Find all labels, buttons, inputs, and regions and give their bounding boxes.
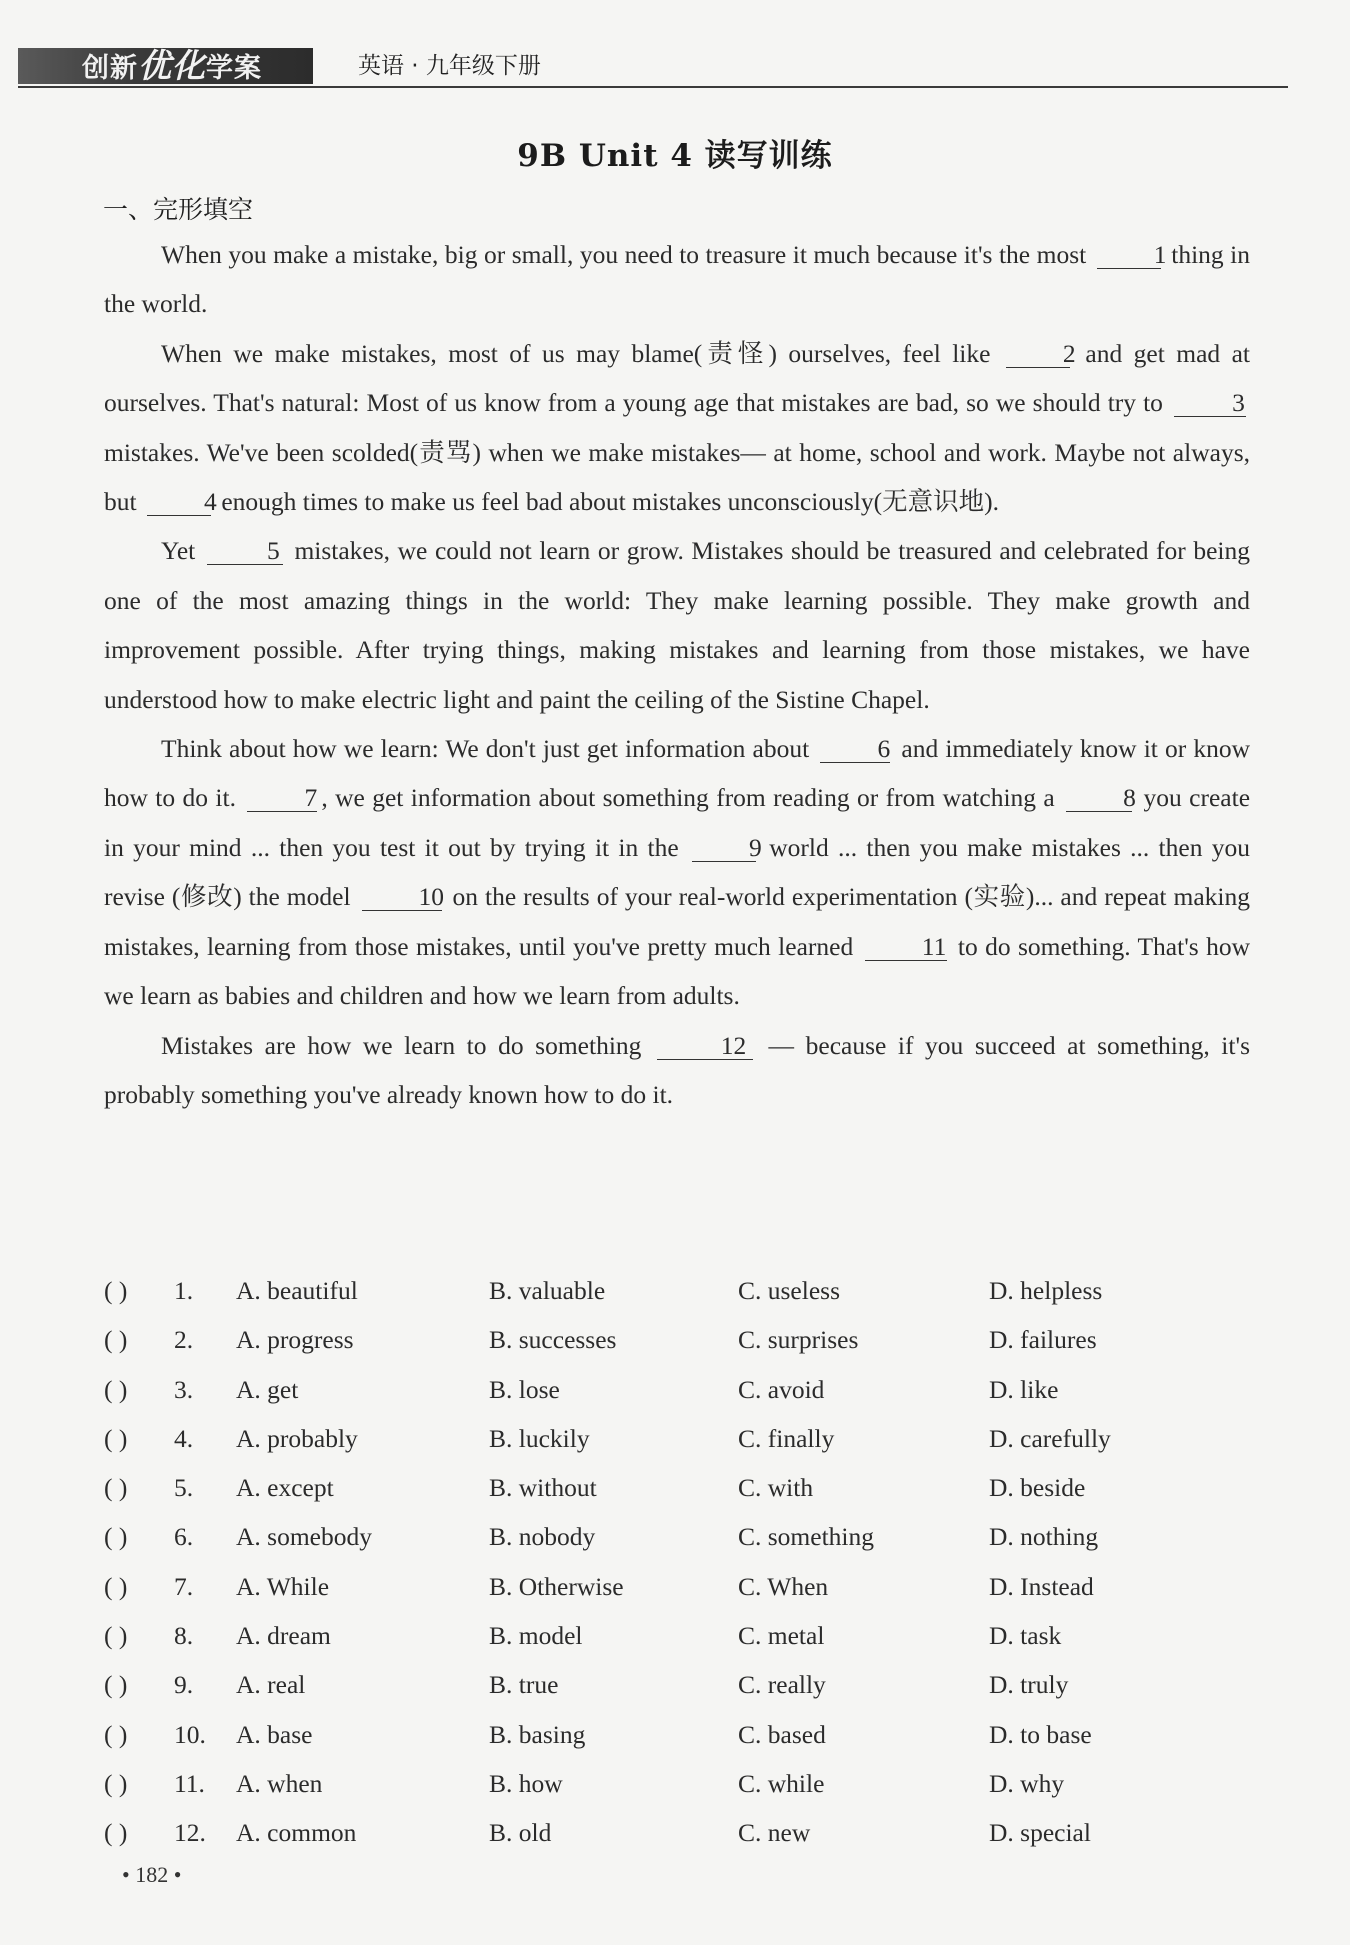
passage-text: and get mad at ourselves. That's natural: Most of us know from a young age that mistakes are bad, so we should try to — [104, 338, 1250, 418]
cloze-blank[interactable]: 10 — [362, 884, 442, 911]
option-d[interactable]: D. failures — [989, 1325, 1097, 1355]
question-row — [104, 1712, 1304, 1761]
answer-bracket[interactable]: ( ) — [104, 1325, 128, 1355]
option-d[interactable]: D. carefully — [989, 1423, 1111, 1453]
option-d[interactable]: D. beside — [989, 1473, 1086, 1503]
question-number: 12. — [174, 1818, 206, 1848]
option-b[interactable]: B. old — [489, 1818, 552, 1848]
option-b[interactable]: B. true — [489, 1670, 559, 1700]
passage-text: to do something. That's how we learn as babies and children and how we learn from adults. — [104, 931, 1250, 1011]
passage-text: mistakes. We've been scolded(责骂) when we make mistakes— at home, school and work. Maybe not always, but — [104, 437, 1250, 517]
question-number: 6. — [174, 1522, 194, 1552]
question-number: 7. — [174, 1571, 194, 1601]
passage-paragraph — [104, 526, 1250, 724]
passage-paragraph — [104, 230, 1250, 329]
page-title: 9B Unit 4 读写训练 — [517, 138, 833, 174]
option-a[interactable]: A. get — [236, 1374, 299, 1404]
subject-label: 英语 · 九年级下册 — [358, 53, 541, 79]
cloze-blank[interactable]: 8 — [1066, 785, 1132, 812]
option-c[interactable]: C. surprises — [738, 1325, 859, 1355]
option-c[interactable]: C. finally — [738, 1423, 835, 1453]
option-d[interactable]: D. nothing — [989, 1522, 1099, 1552]
page-header — [18, 44, 1318, 88]
passage-text: you create in your mind ... then you test it out by trying it in the — [104, 783, 1251, 862]
cloze-blank[interactable]: 2 — [1006, 341, 1070, 368]
option-c[interactable]: C. new — [738, 1818, 811, 1848]
question-number: 11. — [174, 1768, 205, 1798]
cloze-blank[interactable]: 6 — [820, 736, 890, 763]
passage-text: mistakes, we could not learn or grow. Mistakes should be treasured and celebrated for being one of the most amazing things in the world: They make learning possible. They make growth and improvement possible. After trying things, making mistakes and learning from those mistakes, we have understood how to make electric light and paint the ceiling of the Sistine Chapel. — [104, 536, 1251, 714]
answer-bracket[interactable]: ( ) — [104, 1473, 128, 1503]
question-row — [104, 1367, 1304, 1416]
option-b[interactable]: B. model — [489, 1621, 583, 1651]
option-a[interactable]: A. except — [236, 1473, 334, 1503]
option-a[interactable]: A. dream — [236, 1621, 331, 1651]
question-row — [104, 1662, 1304, 1711]
option-d[interactable]: D. like — [989, 1374, 1059, 1404]
option-b[interactable]: B. basing — [489, 1719, 586, 1749]
question-row — [104, 1810, 1304, 1859]
option-a[interactable]: A. real — [236, 1670, 306, 1700]
question-number: 3. — [174, 1374, 194, 1404]
option-b[interactable]: B. nobody — [489, 1522, 596, 1552]
passage-paragraph — [104, 1021, 1250, 1120]
question-number: 8. — [174, 1621, 194, 1651]
option-c[interactable]: C. metal — [738, 1621, 825, 1651]
passage-text: Think about how we learn: We don't just get information about — [161, 734, 817, 764]
option-b[interactable]: B. luckily — [489, 1423, 590, 1453]
cloze-blank[interactable]: 12 — [657, 1033, 753, 1060]
passage-text: and immediately know it or know how to do it. — [104, 734, 1250, 813]
option-c[interactable]: C. something — [738, 1522, 875, 1552]
option-a[interactable]: A. base — [236, 1719, 313, 1749]
option-c[interactable]: C. When — [738, 1571, 829, 1601]
question-row — [104, 1416, 1304, 1465]
cloze-blank[interactable]: 9 — [692, 835, 756, 862]
answer-bracket[interactable]: ( ) — [104, 1621, 128, 1651]
option-d[interactable]: D. truly — [989, 1670, 1069, 1700]
brand-post: 学案 — [206, 53, 262, 84]
option-c[interactable]: C. with — [738, 1473, 814, 1503]
option-b[interactable]: B. lose — [489, 1374, 560, 1404]
question-number: 4. — [174, 1423, 194, 1453]
question-row — [104, 1514, 1304, 1563]
cloze-blank[interactable]: 5 — [207, 538, 283, 565]
answer-bracket[interactable]: ( ) — [104, 1768, 128, 1798]
cloze-blank[interactable]: 7 — [247, 785, 317, 812]
option-a[interactable]: A. somebody — [236, 1522, 372, 1552]
cloze-blank[interactable]: 11 — [865, 934, 947, 961]
passage-text: , we get information about something from reading or from watching a — [321, 783, 1063, 813]
cloze-blank[interactable]: 4 — [147, 489, 211, 516]
passage-text: world ... then you make mistakes ... then you revise (修改) the model — [104, 832, 1250, 912]
question-row — [104, 1613, 1304, 1662]
question-row — [104, 1465, 1304, 1514]
option-a[interactable]: A. progress — [236, 1325, 354, 1355]
question-row — [104, 1761, 1304, 1810]
brand-banner — [18, 48, 313, 84]
question-number: 5. — [174, 1473, 194, 1503]
option-b[interactable]: B. without — [489, 1473, 597, 1503]
question-number: 1. — [174, 1276, 194, 1305]
passage-text: When we make mistakes, most of us may blame(责怪) ourselves, feel like — [161, 338, 1002, 368]
question-number: 9. — [174, 1670, 194, 1700]
option-d[interactable]: D. special — [989, 1818, 1091, 1848]
passage-text: thing in the world. — [104, 240, 1250, 319]
cloze-passage — [104, 230, 1250, 1119]
option-a[interactable]: A. common — [236, 1818, 357, 1848]
passage-text: When you make a mistake, big or small, you need to treasure it much because it's the most — [161, 240, 1093, 269]
answer-options — [104, 1268, 1304, 1860]
question-row — [104, 1564, 1304, 1613]
option-d[interactable]: D. Instead — [989, 1571, 1094, 1601]
option-c[interactable]: C. really — [738, 1670, 826, 1700]
answer-bracket[interactable]: ( ) — [104, 1276, 128, 1305]
question-row — [104, 1268, 1304, 1317]
passage-text: Yet — [161, 536, 203, 566]
passage-text: enough times to make us feel bad about mistakes unconsciously(无意识地). — [214, 487, 999, 517]
option-d[interactable]: D. task — [989, 1621, 1062, 1651]
option-c[interactable]: C. avoid — [738, 1374, 825, 1404]
answer-bracket[interactable]: ( ) — [104, 1670, 128, 1700]
option-a[interactable]: A. While — [236, 1571, 330, 1601]
cloze-blank[interactable]: 1 — [1097, 242, 1161, 269]
option-d[interactable]: D. to base — [989, 1719, 1092, 1749]
option-b[interactable]: B. how — [489, 1768, 563, 1798]
brand-pre: 创新 — [82, 53, 138, 84]
option-a[interactable]: A. when — [236, 1768, 323, 1798]
section-heading: 一、完形填空 — [103, 195, 254, 224]
question-number: 2. — [174, 1325, 194, 1355]
option-c[interactable]: C. useless — [738, 1276, 840, 1305]
option-d[interactable]: D. why — [989, 1768, 1065, 1798]
option-b[interactable]: B. successes — [489, 1325, 617, 1355]
option-a[interactable]: A. beautiful — [236, 1276, 358, 1305]
answer-bracket[interactable]: ( ) — [104, 1818, 128, 1848]
answer-bracket[interactable]: ( ) — [104, 1571, 128, 1601]
answer-bracket[interactable]: ( ) — [104, 1374, 128, 1404]
option-d[interactable]: D. helpless — [989, 1276, 1103, 1305]
answer-bracket[interactable]: ( ) — [104, 1719, 128, 1749]
option-b[interactable]: B. Otherwise — [489, 1571, 624, 1601]
option-b[interactable]: B. valuable — [489, 1276, 606, 1305]
passage-paragraph — [104, 724, 1250, 1020]
answer-bracket[interactable]: ( ) — [104, 1522, 128, 1552]
page-number: • 182 • — [122, 1862, 182, 1887]
passage-text: Mistakes are how we learn to do something — [161, 1030, 653, 1060]
question-row — [104, 1317, 1304, 1366]
answer-bracket[interactable]: ( ) — [104, 1423, 128, 1453]
cloze-blank[interactable]: 3 — [1174, 390, 1246, 417]
question-number: 10. — [174, 1719, 206, 1749]
header-divider — [18, 86, 1288, 88]
passage-paragraph — [104, 329, 1250, 527]
brand-emphasis: 优化 — [138, 46, 206, 85]
option-c[interactable]: C. based — [738, 1719, 826, 1749]
passage-text: on the results of your real-world experimentation (实验)... and repeat making mistakes, learning from those mistakes, until you've pretty much learned — [104, 882, 1250, 961]
passage-text: — because if you succeed at something, it's probably something you've already known how to do it. — [104, 1030, 1250, 1109]
option-a[interactable]: A. probably — [236, 1423, 358, 1453]
option-c[interactable]: C. while — [738, 1768, 825, 1798]
